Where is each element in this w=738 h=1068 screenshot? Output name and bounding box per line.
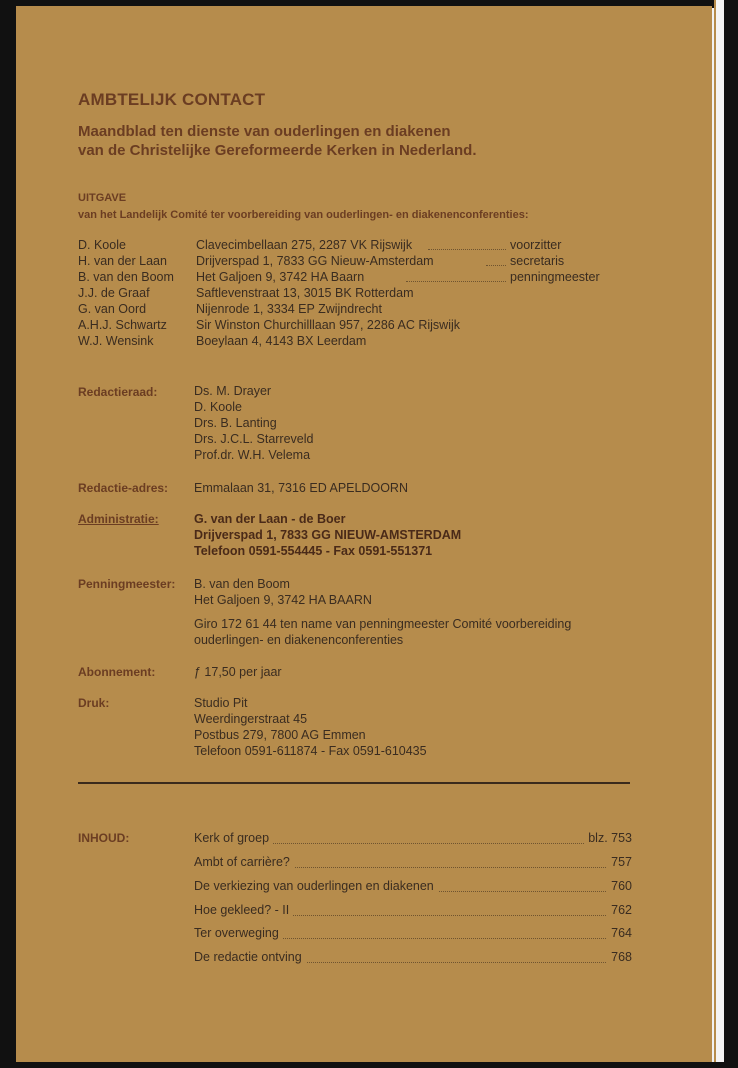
druk-address	[194, 695, 427, 759]
toc-page: 760	[607, 879, 632, 893]
member-name: H. van der Laan	[78, 254, 167, 268]
member-name: J.J. de Graaf	[78, 286, 150, 300]
toc-entry[interactable]	[194, 855, 632, 871]
member-address: Het Galjoen 9, 3742 HA Baarn	[196, 270, 365, 284]
penningmeester-label: Penningmeester:	[78, 577, 176, 591]
giro-line: Giro 172 61 44 ten name van penningmeester Comité voorbereiding	[194, 617, 572, 631]
member-address: Clavecimbellaan 275, 2287 VK Rijswijk	[196, 238, 413, 252]
member-name: B. van den Boom	[78, 270, 174, 284]
toc-title: De verkiezing van ouderlingen en diakenen	[194, 879, 438, 893]
member-role: voorzitter	[510, 238, 562, 252]
member-name: W.J. Wensink	[78, 334, 154, 348]
redactie-adres-value: Emmalaan 31, 7316 ED APELDOORN	[194, 481, 408, 495]
member-address: Sir Winston Churchilllaan 957, 2286 AC Rijswijk	[196, 318, 461, 332]
administratie-line: Drijverspad 1, 7833 GG NIEUW-AMSTERDAM	[194, 528, 462, 542]
toc-title: De redactie ontving	[194, 950, 306, 964]
publication-title: AMBTELIJK CONTACT	[78, 90, 266, 109]
redactieraad-member: D. Koole	[194, 400, 242, 414]
scan-edge-left	[0, 0, 16, 1068]
section-divider	[78, 782, 630, 784]
member-name: G. van Oord	[78, 302, 147, 316]
member-leader-dots	[428, 249, 506, 250]
member-role: secretaris	[510, 254, 565, 268]
penningmeester-line: Het Galjoen 9, 3742 HA BAARN	[194, 593, 372, 607]
uitgave-label: UITGAVE	[78, 192, 127, 204]
redactieraad-members	[194, 383, 313, 463]
toc-title: Hoe gekleed? - II	[194, 903, 293, 917]
toc-title: Ambt of carrière?	[194, 855, 294, 869]
toc-page: 764	[607, 926, 632, 940]
redactieraad-member: Drs. J.C.L. Starreveld	[194, 432, 314, 446]
toc-entry[interactable]	[194, 926, 632, 942]
redactieraad-member: Prof.dr. W.H. Velema	[194, 448, 311, 462]
abonnement-value: ƒ 17,50 per jaar	[194, 665, 282, 679]
toc-page: blz. 753	[584, 831, 632, 845]
member-address: Drijverspad 1, 7833 GG Nieuw-Amsterdam	[196, 254, 434, 268]
scan-edge-bottom	[0, 1062, 738, 1068]
member-address: Saftlevenstraat 13, 3015 BK Rotterdam	[196, 286, 414, 300]
toc-entry[interactable]	[194, 879, 632, 895]
member-leader-dots	[486, 265, 506, 266]
uitgave-text: van het Landelijk Comité ter voorbereiding van ouderlingen- en diakenenconferenties:	[78, 209, 529, 221]
subtitle-line: van de Christelijke Gereformeerde Kerken in Nederland.	[78, 142, 477, 159]
administratie-line: Telefoon 0591-554445 - Fax 0591-551371	[194, 544, 433, 558]
penningmeester-line: B. van den Boom	[194, 577, 290, 591]
toc-entry[interactable]	[194, 903, 632, 919]
toc-page: 762	[607, 903, 632, 917]
inhoud-label: INHOUD:	[78, 831, 130, 845]
redactieraad-member: Drs. B. Lanting	[194, 416, 277, 430]
administratie-address	[194, 511, 461, 559]
penningmeester-address	[194, 576, 372, 608]
publication-subtitle	[78, 122, 476, 160]
toc-entry[interactable]	[194, 950, 632, 966]
redactieraad-member: Ds. M. Drayer	[194, 384, 272, 398]
toc-page: 768	[607, 950, 632, 964]
member-leader-dots	[406, 281, 506, 282]
abonnement-label: Abonnement:	[78, 665, 156, 679]
administratie-label: Administratie:	[78, 512, 159, 526]
giro-line: ouderlingen- en diakenenconferenties	[194, 633, 404, 647]
toc-page: 757	[607, 855, 632, 869]
druk-line: Telefoon 0591-611874 - Fax 0591-610435	[194, 744, 427, 758]
colophon-page	[16, 6, 712, 1062]
member-role: penningmeester	[510, 270, 600, 284]
toc-title: Ter overweging	[194, 926, 283, 940]
druk-line: Weerdingerstraat 45	[194, 712, 308, 726]
member-name: D. Koole	[78, 238, 126, 252]
toc-title: Kerk of groep	[194, 831, 273, 845]
subtitle-line: Maandblad ten dienste van ouderlingen en diakenen	[78, 123, 451, 140]
member-address: Boeylaan 4, 4143 BX Leerdam	[196, 334, 367, 348]
druk-line: Postbus 279, 7800 AG Emmen	[194, 728, 366, 742]
scan-edge-right	[714, 0, 738, 1068]
redactie-adres-label: Redactie-adres:	[78, 481, 169, 495]
member-address: Nijenrode 1, 3334 EP Zwijndrecht	[196, 302, 382, 316]
administratie-line: G. van der Laan - de Boer	[194, 512, 346, 526]
toc-entry[interactable]	[194, 831, 632, 847]
druk-line: Studio Pit	[194, 696, 248, 710]
giro-text	[194, 616, 571, 648]
druk-label: Druk:	[78, 696, 110, 710]
redactieraad-label: Redactieraad:	[78, 385, 158, 399]
member-name: A.H.J. Schwartz	[78, 318, 167, 332]
